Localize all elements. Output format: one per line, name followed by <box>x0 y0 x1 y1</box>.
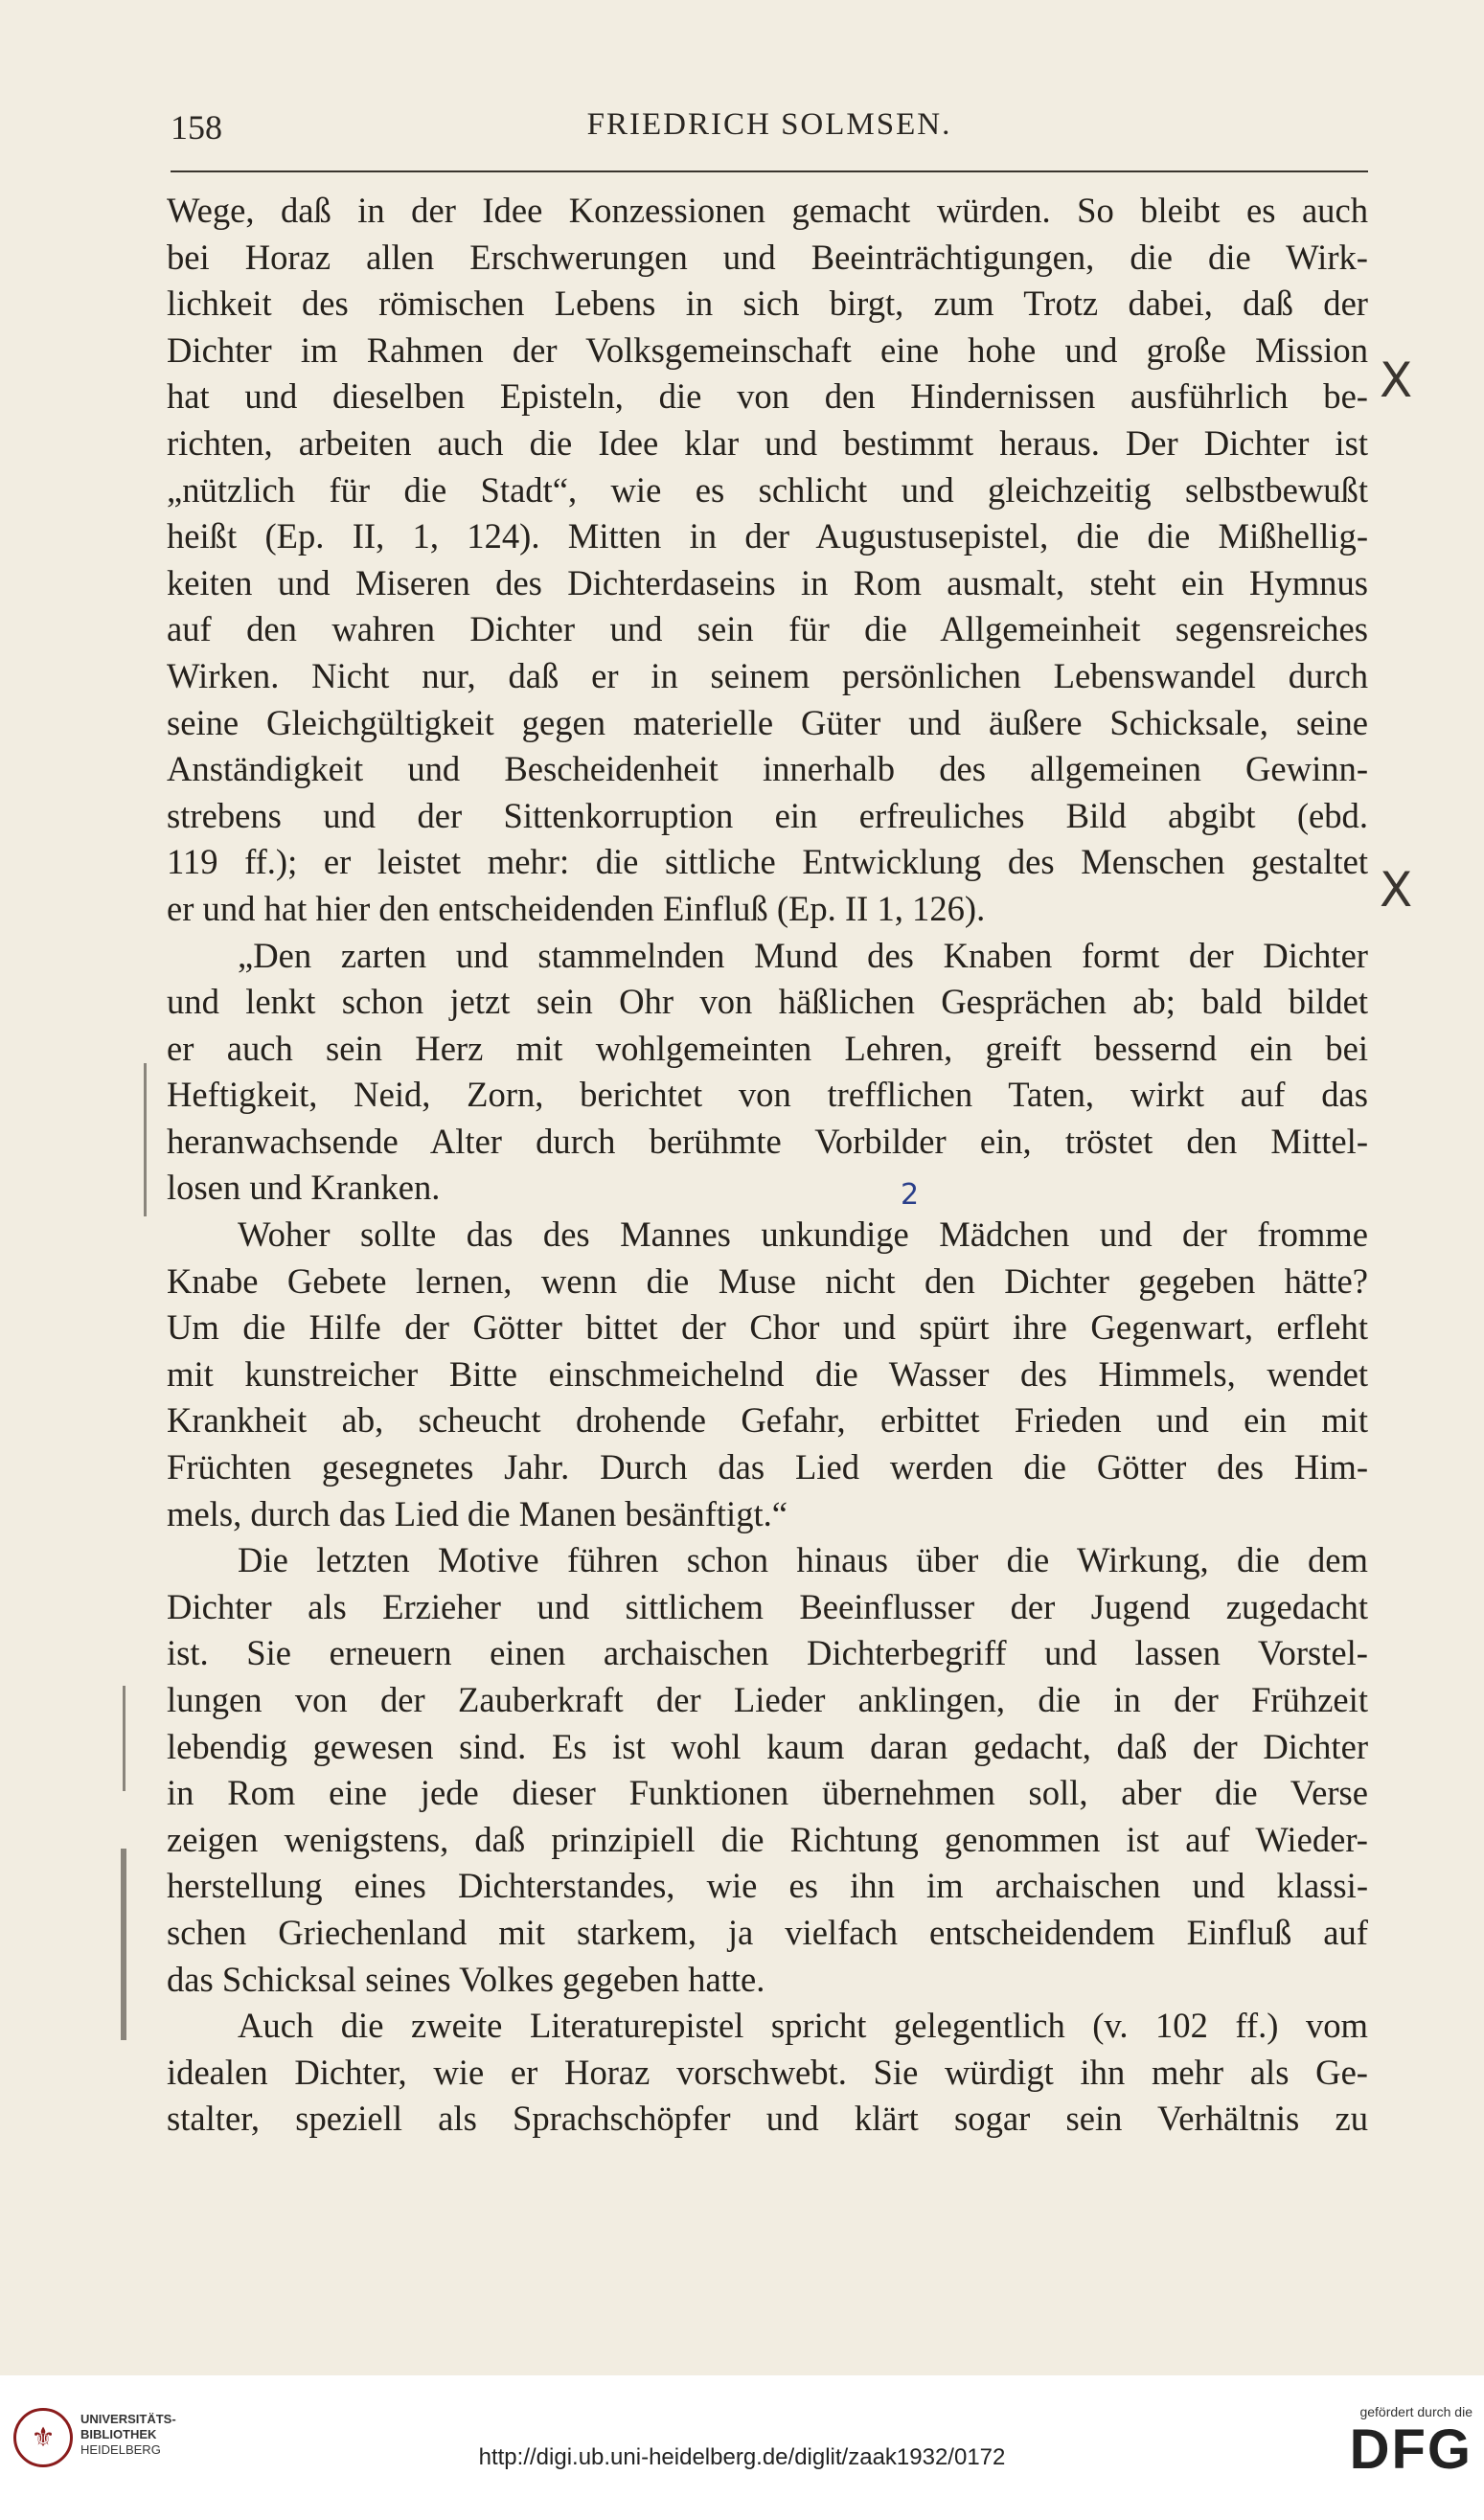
text-line: lebendig gewesen sind. Es ist wohl kaum daran gedacht, daß der Dichter <box>167 1726 1368 1766</box>
page-header <box>171 107 1368 165</box>
text-line: Auch die zweite Literaturepistel spricht gelegentlich (v. 102 ff.) vom <box>238 2006 1368 2046</box>
text-line: „nützlich für die Stadt“, wie es schlicht und gleichzeitig selbstbewußt <box>167 469 1368 510</box>
quote-line: Heftigkeit, Neid, Zorn, berichtet von trefflichen Taten, wirkt auf das <box>167 1075 1368 1115</box>
margin-pencil-line <box>121 1849 126 2040</box>
quote-line: mit kunstreicher Bitte einschmeichelnd die Wasser des Himmels, wendet <box>167 1353 1368 1394</box>
text-line: zeigen wenigstens, daß prinzipiell die Richtung genommen ist auf Wieder- <box>167 1819 1368 1859</box>
header-rule <box>171 170 1368 172</box>
text-line: er und hat hier den entscheidenden Einfluß (Ep. II 1, 126). <box>167 888 986 928</box>
text-line: stalter, speziell als Sprachschöpfer und klärt sogar sein Verhältnis zu <box>167 2099 1368 2139</box>
text-line: schen Griechenland mit starkem, ja vielfach entscheidendem Einfluß auf <box>167 1912 1368 1952</box>
margin-pencil-line <box>144 1063 147 1216</box>
text-line: richten, arbeiten auch die Idee klar und bestimmt heraus. Der Dichter ist <box>167 422 1368 463</box>
margin-pencil-line <box>123 1686 126 1791</box>
footer <box>0 2375 1484 2520</box>
quote-line: und lenkt schon jetzt sein Ohr von häßlichen Gesprächen ab; bald bildet <box>167 982 1368 1022</box>
text-line: Dichter als Erzieher und sittlichem Beeinflusser der Jugend zugedacht <box>167 1586 1368 1626</box>
quote-line: mels, durch das Lied die Manen besänftigt.“ <box>167 1493 788 1533</box>
quote-line: Knabe Gebete lernen, wenn die Muse nicht den Dichter gegeben hätte? <box>167 1260 1368 1301</box>
margin-x-mark-icon: X <box>1380 862 1413 918</box>
text-line: heißt (Ep. II, 1, 124). Mitten in der Augustusepistel, die die Mißhellig- <box>167 516 1368 556</box>
text-line: herstellung eines Dichterstandes, wie es ihn im archaischen und klassi- <box>167 1866 1368 1906</box>
text-line: idealen Dichter, wie er Horaz vorschwebt. Sie würdigt ihn mehr als Ge- <box>167 2052 1368 2092</box>
quote-line: er auch sein Herz mit wohlgemeinten Lehren, greift bessernd ein bei <box>167 1028 1368 1068</box>
text-line: Die letzten Motive führen schon hinaus über die Wirkung, die dem <box>238 1540 1368 1580</box>
text-line: seine Gleichgültigkeit gegen materielle Güter und äußere Schicksale, seine <box>167 702 1368 742</box>
sponsor-label: gefördert durch die <box>1359 2404 1473 2419</box>
text-line: strebens und der Sittenkorruption ein erfreuliches Bild abgibt (ebd. <box>167 795 1368 835</box>
dfg-logo: DFG <box>1349 2418 1473 2481</box>
quote-line: Krankheit ab, scheucht drohende Gefahr, erbittet Frieden und ein mit <box>167 1400 1368 1441</box>
text-line: in Rom eine jede dieser Funktionen übernehmen soll, aber die Verse <box>167 1773 1368 1813</box>
text-line: Dichter im Rahmen der Volksgemeinschaft eine hohe und große Mission <box>167 329 1368 370</box>
text-line: das Schicksal seines Volkes gegeben hatte. <box>167 1959 765 1999</box>
body-text <box>167 188 1368 2143</box>
margin-x-mark-icon: X <box>1380 352 1413 408</box>
text-line: 119 ff.); er leistet mehr: die sittliche Entwicklung des Menschen gestaltet <box>167 842 1368 882</box>
pencil-note-two: 2 <box>901 1178 920 1212</box>
text-line: auf den wahren Dichter und sein für die Allgemeinheit segensreiches <box>167 609 1368 649</box>
quote-line: „Den zarten und stammelnden Mund des Knaben formt der Dichter <box>238 935 1368 975</box>
quote-line: losen und Kranken. <box>167 1168 441 1208</box>
text-line: hat und dieselben Episteln, die von den Hindernissen ausführlich be- <box>167 376 1368 417</box>
quote-line: heranwachsende Alter durch berühmte Vorbilder ein, tröstet den Mittel- <box>167 1121 1368 1161</box>
text-line: bei Horaz allen Erschwerungen und Beeinträchtigungen, die die Wirk- <box>167 237 1368 277</box>
quote-line: Früchten gesegnetes Jahr. Durch das Lied werden die Götter des Him- <box>167 1447 1368 1487</box>
quote-line: Um die Hilfe der Götter bittet der Chor und spürt ihre Gegenwart, erfleht <box>167 1307 1368 1348</box>
text-line: Wege, daß in der Idee Konzessionen gemacht würden. So bleibt es auch <box>167 191 1368 230</box>
text-line: Anständigkeit und Bescheidenheit innerhalb des allgemeinen Gewinn- <box>167 749 1368 789</box>
source-url-link[interactable]: http://digi.ub.uni-heidelberg.de/diglit/zaak1932/0172 <box>478 2444 1006 2470</box>
sponsor-block <box>1300 2404 1473 2481</box>
page-number: 158 <box>171 108 222 147</box>
text-line: ist. Sie erneuern einen archaischen Dichterbegriff und lassen Vorstel- <box>167 1633 1368 1673</box>
library-seal-icon: ⚜ <box>13 2408 73 2467</box>
quote-line: Woher sollte das des Mannes unkundige Mädchen und der fromme <box>238 1215 1368 1255</box>
text-line: Wirken. Nicht nur, daß er in seinem persönlichen Lebenswandel durch <box>167 655 1368 695</box>
running-title: FRIEDRICH SOLMSEN. <box>586 107 952 142</box>
text-line: lichkeit des römischen Lebens in sich birgt, zum Trotz dabei, daß der <box>167 284 1368 324</box>
text-line: keiten und Miseren des Dichterdaseins in Rom ausmalt, steht ein Hymnus <box>167 562 1368 602</box>
text-line: lungen von der Zauberkraft der Lieder anklingen, die in der Frühzeit <box>167 1680 1368 1719</box>
library-name: UNIVERSITÄTS- BIBLIOTHEK HEIDELBERG <box>80 2412 176 2457</box>
